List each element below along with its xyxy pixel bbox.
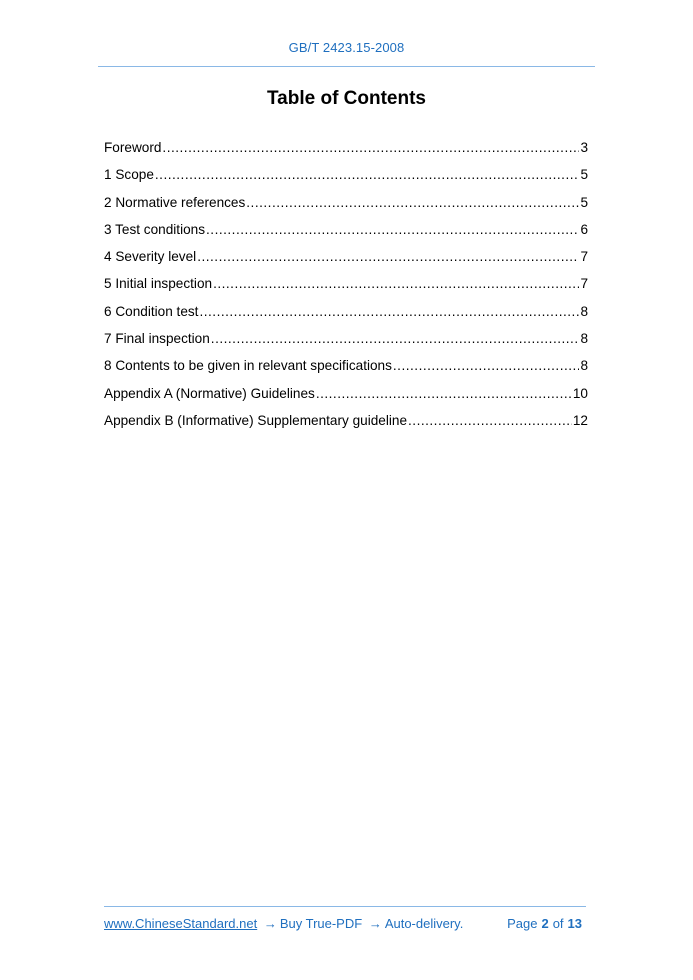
toc-entry-foreword[interactable]: [104, 140, 588, 167]
toc-entry-contents-in-specifications[interactable]: [104, 358, 588, 385]
toc-entry-label: 5 Initial inspection: [104, 276, 213, 292]
header-divider: [98, 66, 595, 67]
toc-dot-leader: [155, 167, 580, 182]
toc-entry-page: 8: [580, 358, 588, 374]
of-label: of: [552, 916, 564, 931]
toc-dot-leader: [316, 386, 572, 401]
toc-entry-label: 7 Final inspection: [104, 331, 210, 347]
page-indicator: [507, 916, 586, 931]
toc-entry-condition-test[interactable]: [104, 304, 588, 331]
page-title: Table of Contents: [266, 88, 427, 109]
toc-entry-initial-inspection[interactable]: [104, 276, 588, 303]
toc-dot-leader: [211, 331, 580, 346]
toc-entry-label: 1 Scope: [104, 167, 154, 183]
toc-dot-leader: [197, 249, 579, 264]
toc-entry-scope[interactable]: [104, 167, 588, 194]
buy-true-pdf-text: Buy True-PDF: [279, 916, 363, 931]
toc-entry-page: 8: [580, 331, 588, 347]
table-of-contents: [104, 140, 588, 440]
toc-entry-label: 4 Severity level: [104, 249, 197, 265]
toc-entry-page: 7: [580, 276, 588, 292]
document-header-code: GB/T 2423.15-2008: [288, 40, 405, 55]
toc-entry-appendix-b[interactable]: [104, 413, 588, 440]
toc-dot-leader: [199, 304, 579, 319]
toc-entry-page: 10: [572, 385, 588, 401]
toc-entry-label: 8 Contents to be given in relevant specifications: [104, 358, 392, 374]
toc-entry-label: 3 Test conditions: [104, 221, 206, 237]
page-label: Page: [507, 916, 538, 931]
toc-entry-label: 2 Normative references: [104, 194, 246, 210]
toc-entry-appendix-a[interactable]: [104, 386, 588, 413]
toc-dot-leader: [393, 358, 580, 373]
toc-entry-test-conditions[interactable]: [104, 222, 588, 249]
toc-dot-leader: [213, 276, 579, 291]
total-pages-number: 13: [567, 916, 582, 931]
toc-entry-label: 6 Condition test: [104, 303, 199, 319]
toc-entry-page: 7: [580, 249, 588, 265]
arrow-right-icon: →: [368, 916, 382, 931]
website-link[interactable]: www.ChineseStandard.net: [104, 916, 258, 931]
toc-entry-page: 5: [580, 167, 588, 183]
toc-dot-leader: [206, 222, 579, 237]
toc-dot-leader: [246, 195, 579, 210]
footer-divider: [104, 906, 586, 907]
toc-entry-page: 6: [580, 221, 588, 237]
toc-entry-severity-level[interactable]: [104, 249, 588, 276]
toc-entry-page: 8: [580, 303, 588, 319]
toc-dot-leader: [408, 413, 572, 428]
current-page-number: 2: [541, 916, 549, 931]
page-footer: [104, 916, 586, 931]
footer-purchase-info: [104, 916, 463, 931]
toc-entry-label: Foreword: [104, 140, 162, 155]
auto-delivery-text: Auto-delivery.: [384, 916, 464, 931]
toc-entry-page: 12: [572, 412, 588, 428]
toc-entry-label: Appendix B (Informative) Supplementary guideline: [104, 412, 408, 428]
toc-entry-normative-references[interactable]: [104, 195, 588, 222]
toc-entry-page: 5: [580, 194, 588, 210]
arrow-right-icon: →: [263, 916, 277, 931]
toc-entry-page: 3: [580, 140, 588, 155]
toc-entry-label: Appendix A (Normative) Guidelines: [104, 385, 315, 401]
toc-entry-final-inspection[interactable]: [104, 331, 588, 358]
toc-dot-leader: [162, 140, 579, 155]
